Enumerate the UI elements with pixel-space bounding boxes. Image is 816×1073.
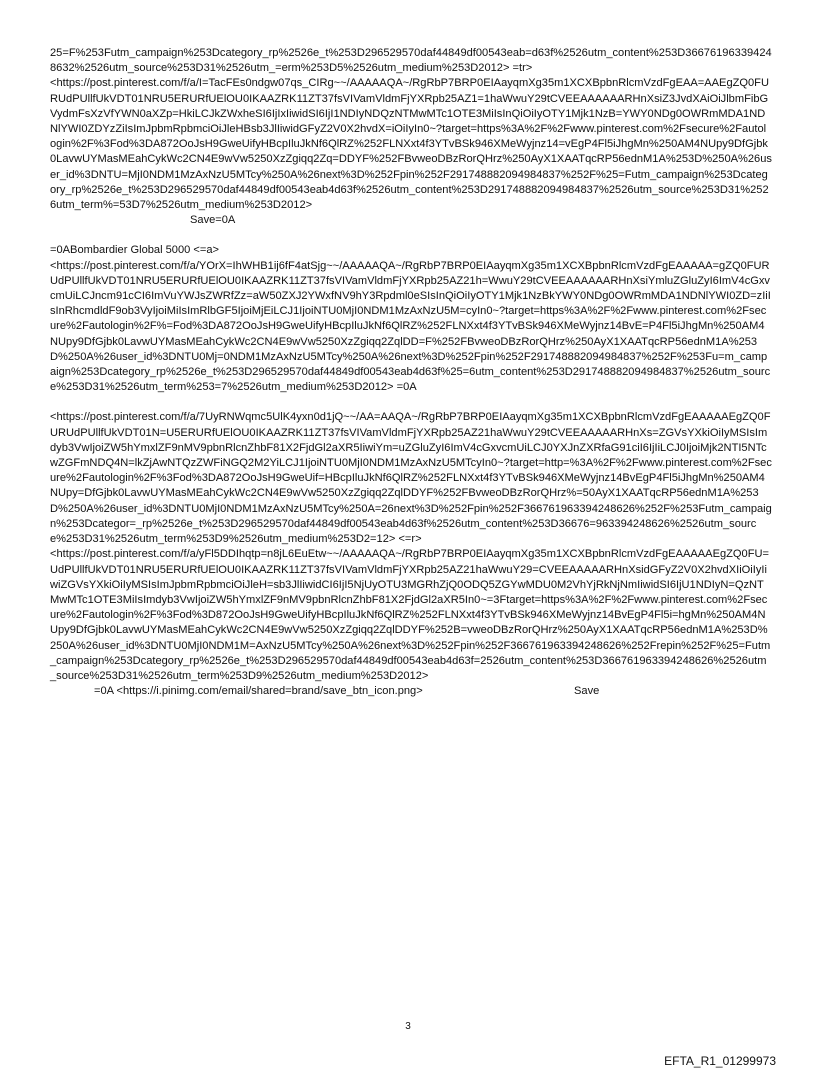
save-label-line: Save=0A [190,214,236,227]
save-label: Save [574,685,600,698]
email-body-text [50,46,772,699]
text-paragraph: 25=F%253Futm_campaign%253Dcategory_rp%2526e_t%253D296529570daf44849df00543eab=d63f%2526utm_content%253D366761963394248632%2526utm_source%253D31%2526utm_=erm%253D5%2526utm_medium%253D2012> =tr> [50,47,772,75]
text-paragraph: <https://post.pinterest.com/f/a/7UyRNWqmc5UlK4yxn0d1jQ~~/AA=AAQA~/RgRbP7BRP0EIAayqmXg35m1XCXBpbnRlcmVzdFgEAAAAAEgZQ0FURUdPUllfUkVDT01N=U5ERURfUElOU0IKAAZRK11ZT37fsVIVamVldmFjYXRpb25AZ21haWwuY29tCVEEAAAAARHnXs=ZGVsYXkiOiIyMSIsImdyb3VwIjoiZW5hYmxlZF9nMV9pbnRlcnZhbF81X2FjdGl2aXR5IiwiYm=uZGluZyI6ImV4cGxvcmUiLCJ0YXJnZXRfaG91ciI6IjIiLCJ0IjoiMjk2NTI5NTcwZGFmNDQ4N=lkZjAwNTQzZWFiNGQ2M2YiLCJ1IjoiNTU0MjI0NDM1MzAxNzU5MTcyIn0~?target=http=%3A%2F%2Fwww.pinterest.com%2Fsecure%2Fautologin%2F%3Fod%3DA872OoJsH9GweUif=HBcpIluJkNf6QlRZ%252FLNXxt4f3YTvBSk946XMeWyjnz14BvEgP4Fl5iJhgMn%250AM4NUpy=DfGjbk0LavwUYMasMEahCykWc2CN4E9wVw5250XzZgiqq2ZqlDDYF%252FBvweoDBzRorQHrz%=50AyX1XAATqcRP56ednM1A%253D%250A%26user_id%3DNTU0MjI0NDM1MzAxNzU5MTcy%250A=26next%3D%252Fpin%252F366761963394248626%252F%253Futm_campaign%253Dcategor=_rp%2526e_t%253D296529570daf44849df00543eab4d63f%2526utm_content%253D36676=963394248626%2526utm_source%253D31%2526utm_term%253D9%2526utm_medium%253D2=12> <=r> [50,411,772,546]
text-paragraph: <https://post.pinterest.com/f/a/YOrX=IhWHB1ij6fF4atSjg~~/AAAAAQA~/RgRbP7BRP0EIAayqmXg35m1XCXBpbnRlcmVzdFgEAAAAA=gZQ0FURUdPUllfUkVDT01NRU5ERURfUElOU0IKAAZRK11ZT37fsVIVamVldmFjYXRpb25AZ21h=WwuY29tCVEEAAAAAARHnXsiYmluZGluZyI6ImV4cGxvcmUiLCJncm91cCI6ImVuYWJsZWRfZz=aW50ZXJ2YWxfNV9hY3Rpdml0eSIsInQiOiIyOTY1Mjk1NzBkYWY0NDg0OWRmMDA1NDNlYWI0ZD=zIiIsInRhcmdldF9ob3VyIjoiMiIsImRlbGF5IjoiMjEiLCJ1IjoiNTU0MjI0NDM1MzAxNzU5M=cyIn0~?target=https%3A%2F%2Fwww.pinterest.com%2Fsecure%2Fautologin%2F%=Fod%3DA872OoJsH9GweUifyHBcpIluJkNf6QlRZ%252FLNXxt4f3YTvBSk946XMeWyjnz14BvE=P4Fl5iJhgMn%250AM4NUpy9DfGjbk0LavwUYMasMEahCykWc2CN4E9wVw5250XzZgiqq2ZqlDD=F%252FBvweoDBzRorQHrz%250AyX1XAATqcRP56ednM1A%253D%250A%26user_id%3DNTU0Mj=0NDM1MzAxNzU5MTcy%250A%26next%3D%252Fpin%252F291748882094984837%252F%253Fu=m_campaign%253Dcategory_rp%2526e_t%253D296529570daf44849df00543eab4d63f%25=6utm_content%253D291748882094984837%2526utm_source%253D31%2526utm_term%253=7%2526utm_medium%253D2012> =0A [50,259,771,394]
paragraph-gap [50,395,772,410]
text-paragraph: =0ABombardier Global 5000 <=a> [50,244,219,257]
paragraph-gap [50,228,772,243]
text-paragraph: <https://post.pinterest.com/f/a/yFl5DDIhqtp=n8jL6EuEtw~~/AAAAAQA~/RgRbP7BRP0EIAayqmXg35m1XCXBpbnRlcmVzdFgEAAAAAEgZQ0FU=UdPUllfUkVDT01NRU5ERURfUElOU0IKAAZRK11ZT37fsVIVamVldmFjYXRpb25AZ21haWwuY29=CVEEAAAAARHnXsidGFyZ2V0X2hvdXIiOiIyIiwiZGVsYXkiOiIyMSIsImJpbmRpbmciOiJleH=sb3JlIiwidCI6IjI5NjUyOTU3MGRhZjQ0ODQ5ZGYwMDU0M2VhYjRkNjNmIiwidSI6IjU1NDIyN=QzNTMwMTc1OTE3MiIsImdyb3VwIjoiZW5hYmxlZF9nMV9pbnRlcnZhbF81X2FjdGl2aXR5In0~=3Ftarget=https%3A%2F%2Fwww.pinterest.com%2Fsecure%2Fautologin%2F%3Fod%3D872OoJsH9GweUifyHBcpIluJkNf6QlRZ%252FLNXxt4f3YTvBSk946XMeWyjnz14BvEgP4Fl5i=hgMn%250AM4NUpy9DfGjbk0LavwUYMasMEahCykWc2CN4E9wVw5250XzZgiqq2ZqlDDYF%252B=vweoDBzRorQHrz%250AyX1XAATqcRP56ednM1A%253D%250A%26user_id%3DNTU0MjI0NDM1M=AxNzU5MTcy%250A%26next%3D%252Fpin%252F366761963394248626%252Frepin%252F%25=Futm_campaign%253Dcategory_rp%2526e_t%253D296529570daf44849df00543eab4d63f=2526utm_content%253D366761963394248626%2526utm_source%253D31%2526utm_term%253D9%2526utm_medium%253D2012> [50,548,771,682]
text-paragraph: <https://post.pinterest.com/f/a/I=TacFEs0ndgw07qs_CIRg~~/AAAAAQA~/RgRbP7BRP0EIAayqmXg35m1XCXBpbnRlcmVzdFgEAA=AAEgZQ0FURUdPUllfUkVDT01NRU5ERURfUElOU0IKAAZRK11ZT37fsVIVamVldmFjYXRpb25AZ1=1haWwuY29tCVEEAAAAAARHnXsiZ3JvdXAiOiJlbmFibGVydmFsXzVfYWN0aXZp=HkiLCJkZWxheSI6IjIxIiwidSI6IjI1NDIyNDQzNTMwMTc1OTE3MiIsInQiOiIyOTY1Mjk1NzB=YWY0NDg0OWRmMDA1NDNlYWI0ZDYzZiIsImJpbmRpbmciOiJleHBsb3JlIiwidGFyZ2V0X2hvdX=iOiIyIn0~?target=https%3A%2F%2Fwww.pinterest.com%2Fsecure%2Fautologin%2F%3Fod%3DA872OoJsH9GweUifyHBcpIluJkNf6QlRZ%252FLNXxt4f3YTvBSk946XMeWyjnz14=vEgP4Fl5iJhgMn%250AM4NUpy9DfGjbk0LavwUYMasMEahCykWc2CN4E9wVw5250XzZgiqq2Zq=DDYF%252FBvweoDBzRorQHrz%250AyX1XAATqcRP56ednM1A%253D%250A%26user_id%3DNTU=MjI0NDM1MzAxNzU5MTcy%250A%26next%3D%252Fpin%252F291748882094984837%252F%25=Futm_campaign%253Dcategory_rp%2526e_t%253D296529570daf44849df00543eab4d63f%2526utm_content%253D291748882094984837%2526utm_source%253D31%2526utm_term%=53D7%2526utm_medium%253D2012> [50,77,772,212]
page-number: 3 [405,1021,411,1032]
save-icon-url: =0A <https://i.pinimg.com/email/shared=brand/save_btn_icon.png> [94,685,423,698]
bates-number: EFTA_R1_01299973 [664,1054,776,1068]
save-button-row [50,684,772,699]
